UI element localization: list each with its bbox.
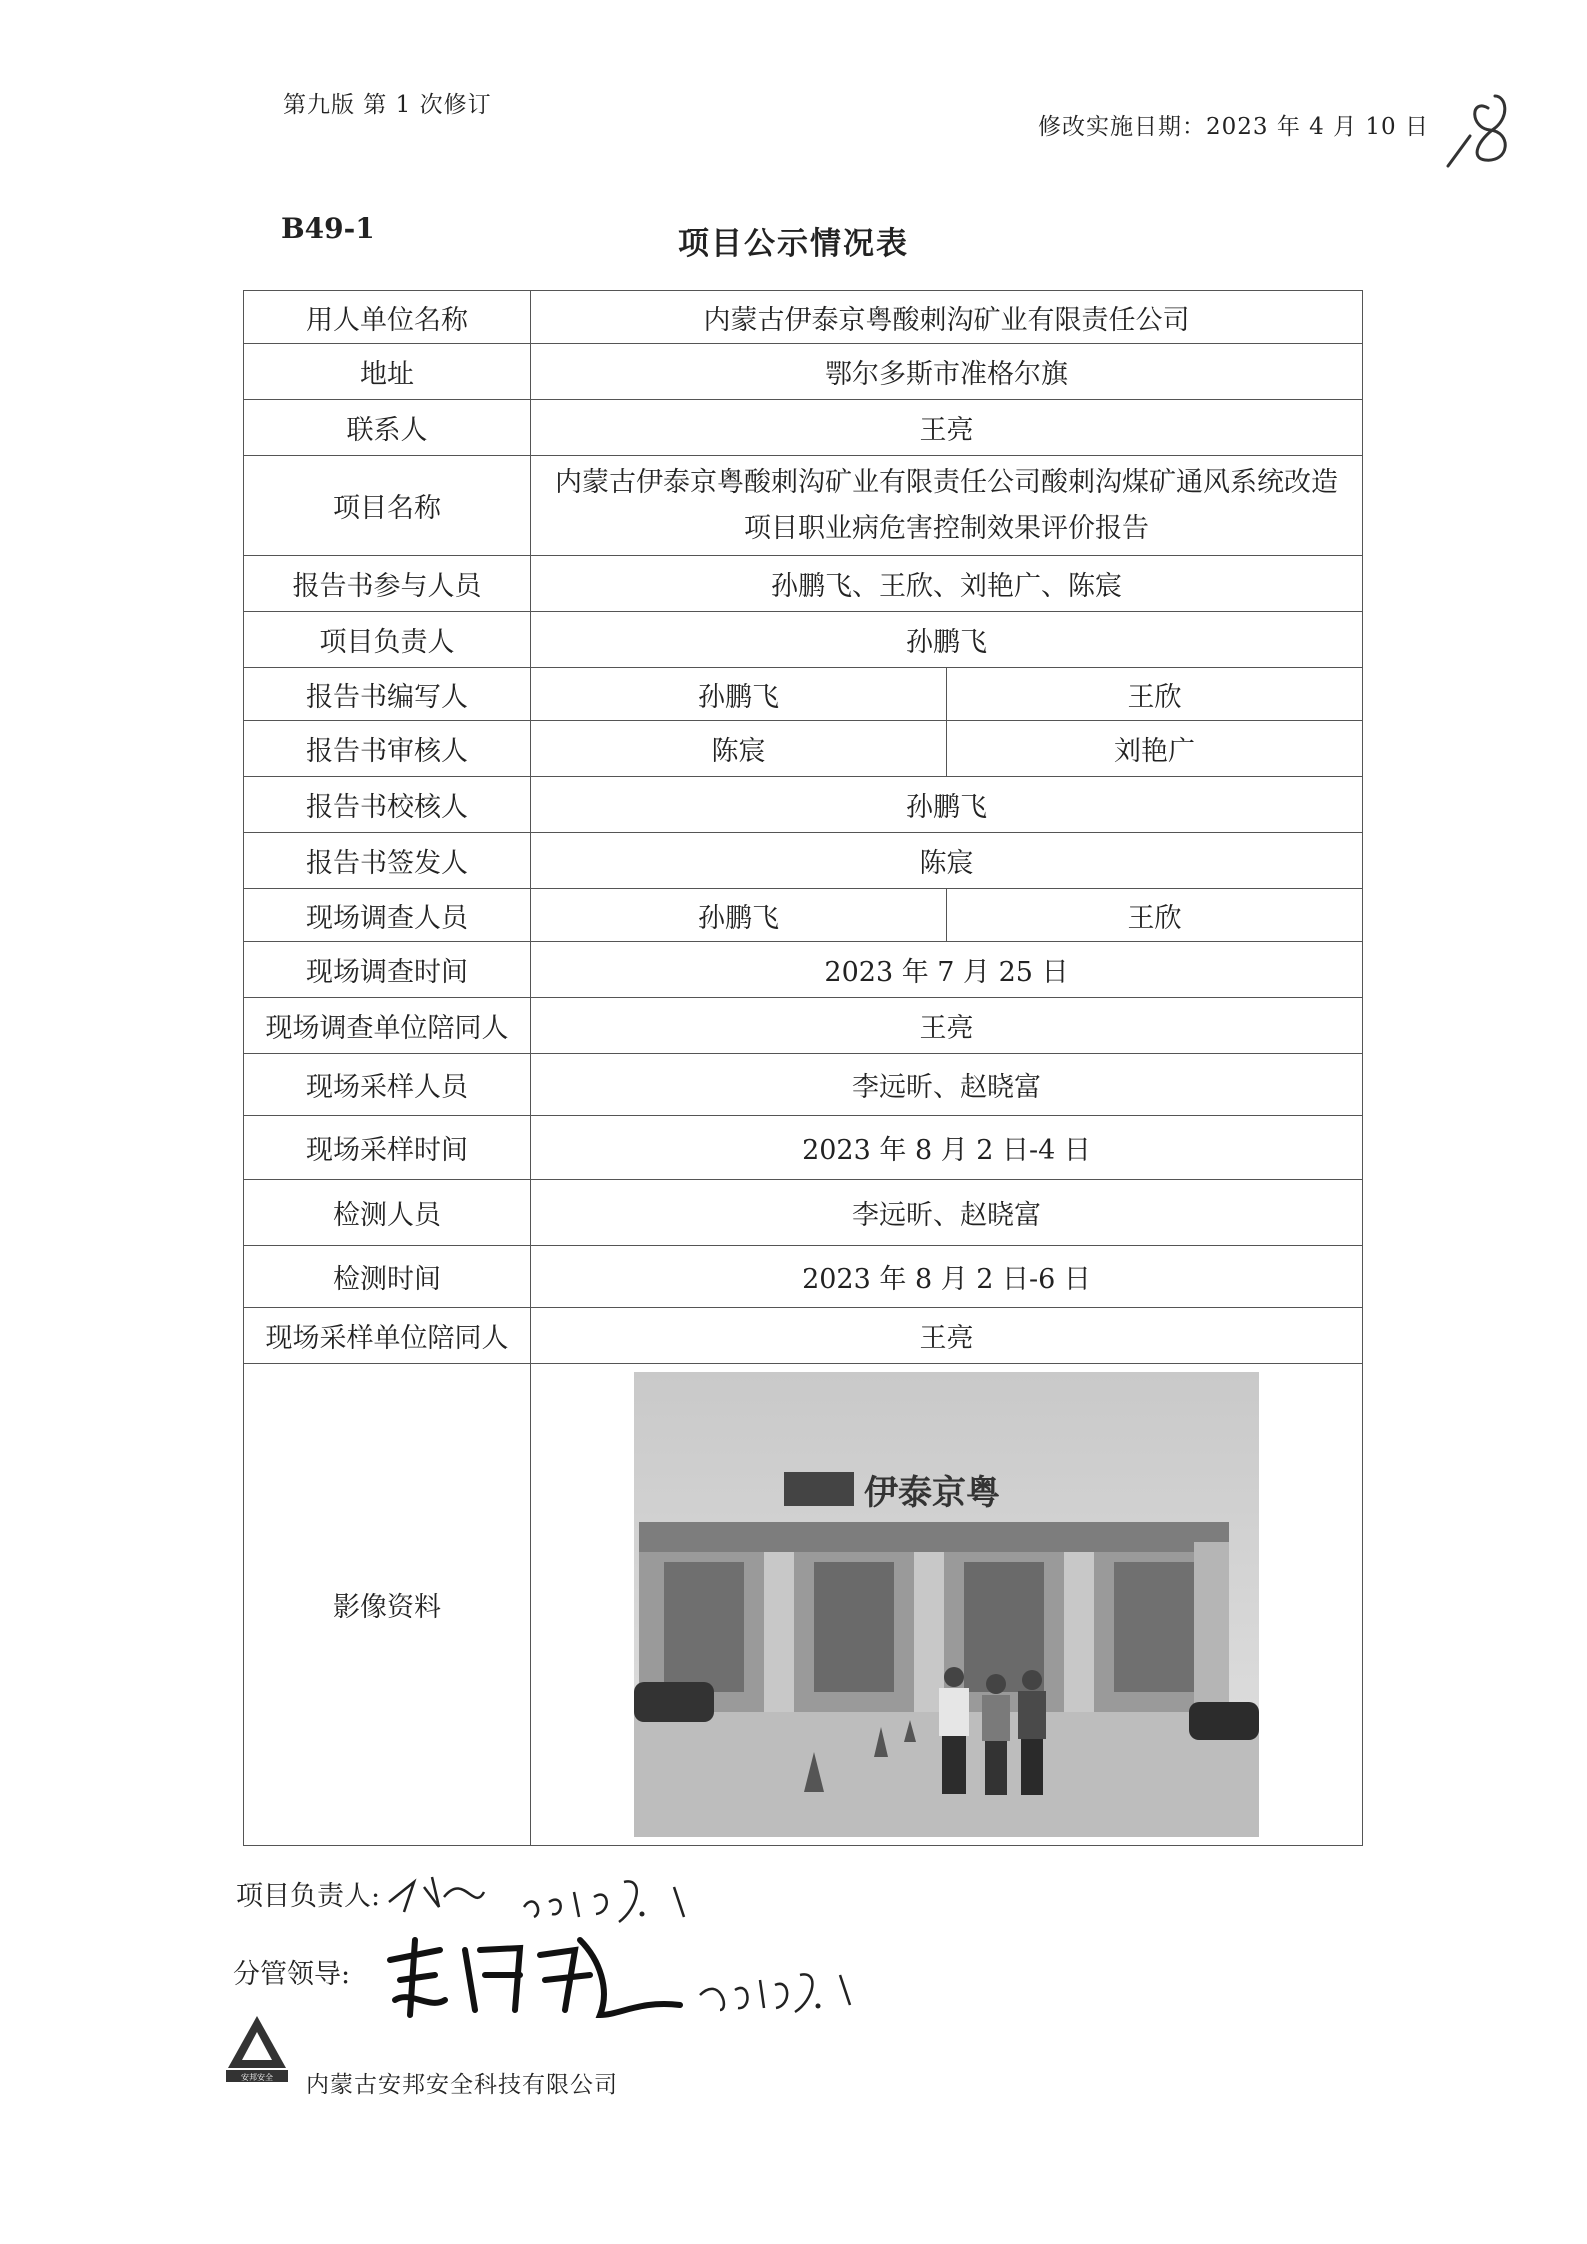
table-row [244, 889, 1363, 942]
proofreader-label: 报告书校核人 [244, 777, 531, 833]
handwritten-page-number [1440, 88, 1520, 178]
table-row [244, 291, 1363, 344]
table-row [244, 456, 1363, 556]
table-row [244, 998, 1363, 1054]
photo-sign-logo [784, 1472, 854, 1506]
employer-label: 用人单位名称 [244, 291, 531, 344]
table-row [244, 1180, 1363, 1246]
table-row [244, 942, 1363, 998]
image-cell [531, 1364, 1363, 1846]
table-row [244, 833, 1363, 889]
sampler-label: 现场采样人员 [244, 1054, 531, 1116]
anbang-logo-icon [226, 2014, 288, 2084]
participants-value: 孙鹏飞、王欣、刘艳广、陈宸 [531, 556, 1363, 612]
table-row [244, 1364, 1363, 1846]
supervisor-sign-label: 分管领导: [233, 1959, 351, 1990]
project-value-line2: 项目职业病危害控制效果评价报告 [744, 512, 1149, 544]
project-label: 项目名称 [244, 456, 531, 556]
table-row [244, 721, 1363, 777]
table-row [244, 1308, 1363, 1364]
sampling-escort-label: 现场采样单位陪同人 [244, 1308, 531, 1364]
leader-label: 项目负责人 [244, 612, 531, 668]
table-row [244, 668, 1363, 721]
table-row [244, 1116, 1363, 1180]
company-name: 内蒙古安邦安全科技有限公司 [306, 2072, 618, 2098]
table-row [244, 556, 1363, 612]
sampler-value: 李远昕、赵晓富 [531, 1054, 1363, 1116]
test-time-value: 2023 年 8 月 2 日-6 日 [531, 1246, 1363, 1308]
test-time-label: 检测时间 [244, 1246, 531, 1308]
surveyor-value-2: 王欣 [947, 889, 1363, 942]
leader-sign-label: 项目负责人: [236, 1881, 381, 1912]
survey-time-value: 2023 年 7 月 25 日 [531, 942, 1363, 998]
effective-date: 修改实施日期：2023 年 4 月 10 日 [1038, 114, 1429, 140]
reviewer-value-2: 刘艳广 [947, 721, 1363, 777]
logo-text: 安邦安全 [241, 2073, 273, 2082]
reviewer-value-1: 陈宸 [531, 721, 947, 777]
table-row [244, 344, 1363, 400]
edition-text: 第九版 第 1 次修订 [283, 92, 492, 118]
photo-sign-text: 伊泰京粤 [864, 1473, 1000, 1513]
doc-code: B49-1 [281, 212, 375, 245]
contact-label: 联系人 [244, 400, 531, 456]
writer-value-1: 孙鹏飞 [531, 668, 947, 721]
project-info-table [243, 290, 1363, 1846]
supervisor-signature [380, 1920, 900, 2030]
table-row [244, 777, 1363, 833]
issuer-label: 报告书签发人 [244, 833, 531, 889]
survey-escort-value: 王亮 [531, 998, 1363, 1054]
reviewer-label: 报告书审核人 [244, 721, 531, 777]
page-title: 项目公示情况表 [678, 226, 909, 262]
sampling-escort-value: 王亮 [531, 1308, 1363, 1364]
table-row [244, 1246, 1363, 1308]
writer-label: 报告书编写人 [244, 668, 531, 721]
sampling-time-value: 2023 年 8 月 2 日-4 日 [531, 1116, 1363, 1180]
table-row [244, 1054, 1363, 1116]
tester-value: 李远昕、赵晓富 [531, 1180, 1363, 1246]
site-photo [634, 1372, 1259, 1837]
address-value: 鄂尔多斯市准格尔旗 [531, 344, 1363, 400]
participants-label: 报告书参与人员 [244, 556, 531, 612]
surveyor-label: 现场调查人员 [244, 889, 531, 942]
writer-value-2: 王欣 [947, 668, 1363, 721]
image-label: 影像资料 [244, 1364, 531, 1846]
proofreader-value: 孙鹏飞 [531, 777, 1363, 833]
table-row [244, 612, 1363, 668]
issuer-value: 陈宸 [531, 833, 1363, 889]
employer-value: 内蒙古伊泰京粤酸刺沟矿业有限责任公司 [531, 291, 1363, 344]
contact-value: 王亮 [531, 400, 1363, 456]
survey-time-label: 现场调查时间 [244, 942, 531, 998]
tester-label: 检测人员 [244, 1180, 531, 1246]
project-value-line1: 内蒙古伊泰京粤酸刺沟矿业有限责任公司酸刺沟煤矿通风系统改造 [555, 466, 1338, 498]
surveyor-value-1: 孙鹏飞 [531, 889, 947, 942]
address-label: 地址 [244, 344, 531, 400]
leader-value: 孙鹏飞 [531, 612, 1363, 668]
project-value [531, 456, 1363, 556]
table-row [244, 400, 1363, 456]
sampling-time-label: 现场采样时间 [244, 1116, 531, 1180]
survey-escort-label: 现场调查单位陪同人 [244, 998, 531, 1054]
